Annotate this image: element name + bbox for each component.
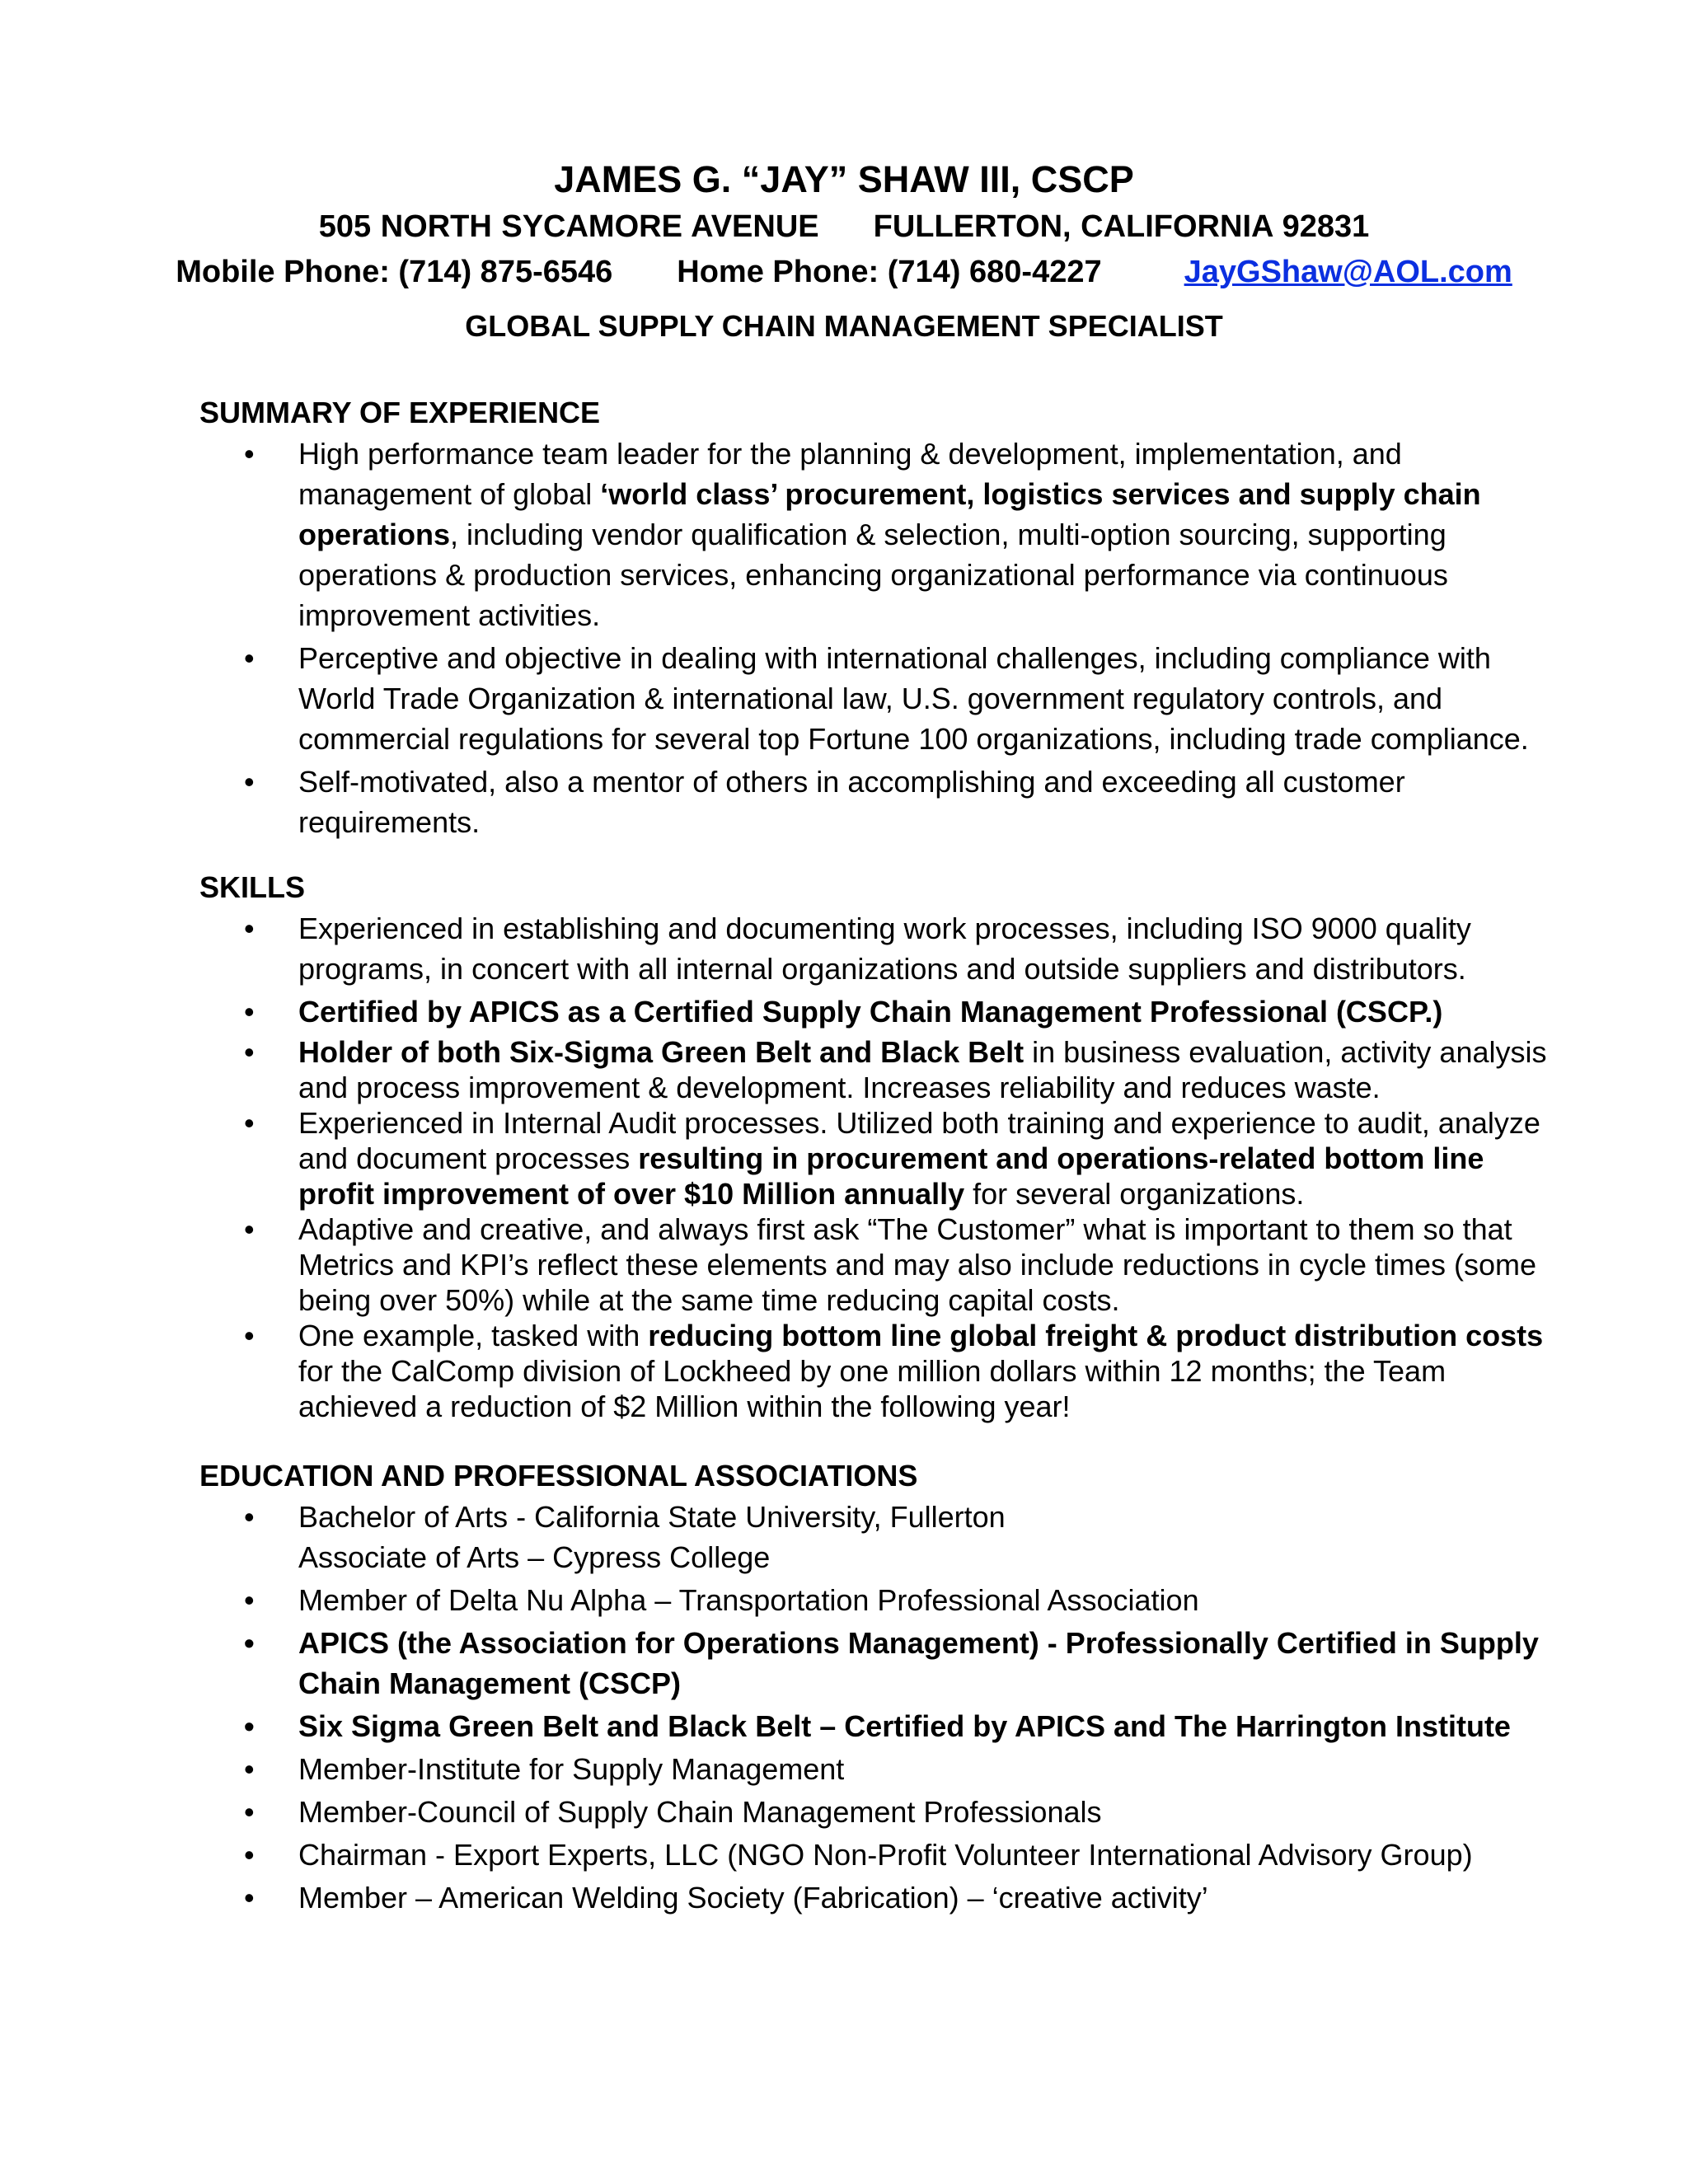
candidate-name: JAMES G. “JAY” SHAW III, CSCP [554,158,1134,200]
bullet-icon: • [244,1583,255,1617]
education-heading: EDUCATION AND PROFESSIONAL ASSOCIATIONS [199,1459,918,1493]
city-state-zip: FULLERTON, CALIFORNIA 92831 [873,209,1370,244]
skills-section [199,867,1568,1424]
bullet-icon: • [244,1106,255,1140]
contact-line [0,249,1688,295]
list-item [199,1580,1568,1620]
bullet-icon: • [244,1881,255,1915]
summary-item-2-text: Perceptive and objective in dealing with international challenges, including compliance with World Trade Organization & international law, U.S. government regulatory controls, and commercial regulations for several top Fortune 100 organizations, including trade compliance. [298,641,1529,756]
education-item-2-text: Member of Delta Nu Alpha – Transportation Professional Association [298,1583,1199,1617]
education-item-1-line-1: Bachelor of Arts - California State University, Fullerton [298,1500,1006,1534]
list-item [199,1034,1568,1105]
education-item-6-text: Member-Council of Supply Chain Management Professionals [298,1795,1102,1829]
list-item [199,762,1568,842]
bullet-icon: • [244,1035,255,1069]
bullet-icon: • [244,1500,255,1534]
summary-heading: SUMMARY OF EXPERIENCE [199,396,601,429]
bullet-icon: • [244,912,255,945]
skills-heading: SKILLS [199,870,306,904]
list-item [199,1623,1568,1704]
summary-item-1-rest: , including vendor qualification & selection, multi-option sourcing, supporting operations & production services, enhancing organizational performance via continuous improvement activities. [298,518,1448,632]
bullet-icon: • [244,1319,255,1352]
skills-item-1-text: Experienced in establishing and documenting work processes, including ISO 9000 quality programs, in concert with all internal organizations and outside suppliers and distributors. [298,912,1471,986]
mobile-phone: Mobile Phone: (714) 875-6546 [176,255,613,289]
bullet-icon: • [244,765,255,799]
bullet-icon: • [244,1626,255,1660]
skills-item-3-rest: in business evaluation, activity analysis and process improvement & development. Increases reliability and reduces waste. [298,1035,1547,1104]
skills-list [199,908,1568,1424]
list-item [199,1318,1568,1424]
bullet-icon: • [244,1752,255,1786]
skills-item-6-rest: for the CalComp division of Lockheed by one million dollars within 12 months; the Team achieved a reduction of $2 Million within the following year! [298,1354,1447,1423]
skills-item-4-bold: resulting in procurement and operations-related bottom line profit improvement of over $10 Million annually [298,1141,1484,1211]
education-item-8-text: Member – American Welding Society (Fabrication) – ‘creative activity’ [298,1881,1208,1915]
education-item-3-text: APICS (the Association for Operations Management) - Professionally Certified in Supply Chain Management (CSCP) [298,1626,1539,1700]
list-item [199,1105,1568,1212]
education-section [199,1455,1568,1918]
skills-item-3-bold: Holder of both Six-Sigma Green Belt and Black Belt [298,1035,1025,1069]
bullet-icon: • [244,437,255,471]
street-address: 505 NORTH SYCAMORE AVENUE [318,209,819,244]
education-item-7-text: Chairman - Export Experts, LLC (NGO Non-Profit Volunteer International Advisory Group) [298,1838,1473,1872]
skills-item-4-text: Experienced in Internal Audit processes. Utilized both training and experience to audit, analyze and document processes [298,1106,1540,1175]
skills-item-2-text: Certified by APICS as a Certified Supply Chain Management Professional (CSCP.) [298,995,1443,1029]
skills-item-6-text: One example, tasked with [298,1319,649,1352]
skills-item-5-text: Adaptive and creative, and always first ask “The Customer” what is important to them so that Metrics and KPI’s reflect these elements and may also include reductions in cycle times (some being over 50%) while at the same time reducing capital costs. [298,1212,1536,1317]
email-link[interactable]: JayGShaw@AOL.com [1184,255,1512,289]
list-item [199,1792,1568,1832]
summary-list [199,434,1568,842]
bullet-icon: • [244,641,255,675]
list-item [199,908,1568,989]
skills-item-6-bold: reducing bottom line global freight & product distribution costs [648,1319,1544,1352]
resume-header [0,155,1688,349]
list-item [199,1212,1568,1318]
summary-item-3-text: Self-motivated, also a mentor of others in accomplishing and exceeding all customer requirements. [298,765,1405,839]
education-item-1-line-2: Associate of Arts – Cypress College [298,1540,771,1574]
bullet-icon: • [244,1795,255,1829]
summary-item-1-text: High performance team leader for the planning & development, implementation, and management of global [298,437,1402,511]
summary-section [199,392,1568,842]
summary-item-1-bold: ‘world class’ procurement, logistics services and supply chain operations [298,477,1481,551]
bullet-icon: • [244,1212,255,1246]
education-item-5-text: Member-Institute for Supply Management [298,1752,845,1786]
list-item [199,638,1568,759]
list-item [199,1749,1568,1789]
list-item [199,1497,1568,1577]
list-item [199,1877,1568,1918]
bullet-icon: • [244,1709,255,1743]
bullet-icon: • [244,1838,255,1872]
list-item [199,991,1568,1032]
bullet-icon: • [244,995,255,1029]
education-list [199,1497,1568,1918]
list-item [199,1706,1568,1746]
list-item [199,434,1568,635]
education-item-4-text: Six Sigma Green Belt and Black Belt – Certified by APICS and The Harrington Institute [298,1709,1511,1743]
home-phone: Home Phone: (714) 680-4227 [677,255,1102,289]
skills-item-4-rest: for several organizations. [964,1177,1305,1211]
address-line [0,204,1688,249]
list-item [199,1835,1568,1875]
professional-title: GLOBAL SUPPLY CHAIN MANAGEMENT SPECIALIST [465,309,1223,343]
